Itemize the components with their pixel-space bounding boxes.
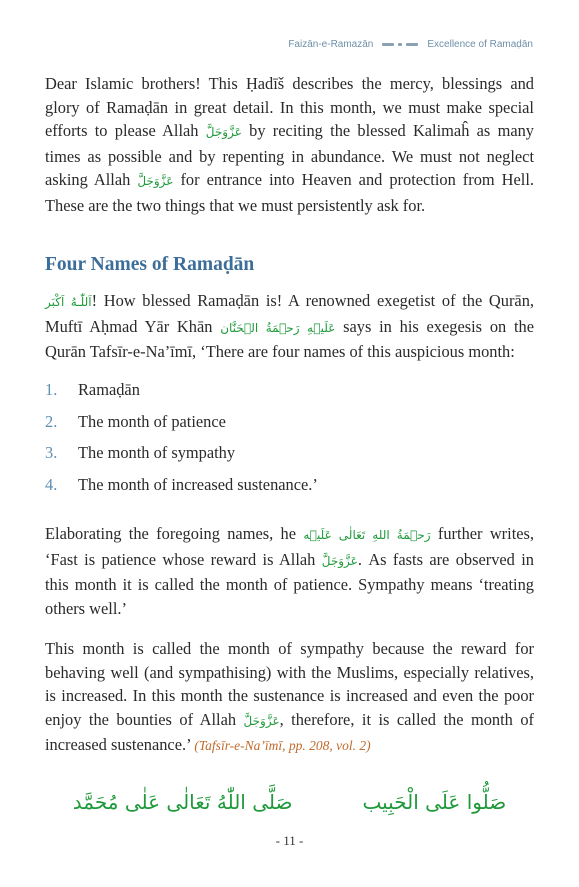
header-book-title: Faizān-e-Ramazān <box>288 39 374 50</box>
arabic-sallallahu: صَلَّى اللّٰهُ تَعَالٰى عَلٰى مُحَمَّد <box>72 790 293 814</box>
intro-paragraph: Dear Islamic brothers! This Ḥadīš describes the mercy, blessings and glory of Ramaḍān in great detail. In this month, we must make special efforts to please Allah عَزَّوَجَلَّ by reciting the blessed Kalimaĥ as many times as possible and by repenting in abundance. We must not neglect asking Allah عَزَّوَجَلَّ for entrance into Heaven and protection from Hell. These are the two things that we must persistently ask for. <box>45 74 535 215</box>
list-item: 1. Ramaḍān <box>45 380 140 399</box>
page-number: - 11 - <box>275 833 304 848</box>
header-chapter-title: Excellence of Ramaḍān <box>427 39 533 50</box>
arabic-honorific: عَزَّوَجَلَّ <box>321 553 358 568</box>
running-header <box>288 39 533 50</box>
arabic-salu-alal-habib: صَلُّوا عَلَى الْحَبِيب <box>362 790 507 814</box>
names-list <box>45 380 525 506</box>
list-item: 4. The month of increased sustenance.’ <box>45 474 318 494</box>
elaboration-paragraph: Elaborating the foregoing names, he رَحۡمَةُ اللهِ تَعَالٰی عَلَيۡه further writes, ‘Fast is patience whose reward is Allah عَزَّوَجَلَّ. As fasts are observed in this month it is called the month of patience. Sympathy means ‘treating others well.’ <box>45 524 534 618</box>
list-item: 2. The month of patience <box>45 411 226 431</box>
arabic-honorific: عَزَّوَجَلَّ <box>137 174 174 189</box>
arabic-honorific: عَزَّوَجَلَّ <box>205 125 242 140</box>
list-item: 3. The month of sympathy <box>45 443 236 462</box>
section-heading: Four Names of Ramaḍān <box>45 254 255 275</box>
arabic-honorific: عَلَيۡهِ رَحۡمَةُ الۡحَنَّان <box>220 320 336 335</box>
salawat-line <box>0 790 579 814</box>
arabic-allahu-akbar: اَللّٰـهُ اَكْبَر <box>45 295 92 309</box>
arabic-honorific: عَزَّوَجَلَّ <box>243 713 280 728</box>
header-separator <box>382 43 418 46</box>
sympathy-paragraph: This month is called the month of sympathy because the reward for behaving well (and sympathising) with the Muslims, especially relatives, is increased. In this month the sustenance is increased and even the poor enjoy the bounties of Allah عَزَّوَجَلَّ, therefore, it is called the month of increased sustenance.’ (Tafsīr-e-Na’īmī, pp. 208, vol. 2) <box>45 639 534 755</box>
reference-citation: (Tafsīr-e-Na’īmī, pp. 208, vol. 2) <box>194 738 371 754</box>
arabic-honorific: رَحۡمَةُ اللهِ تَعَالٰی عَلَيۡه <box>303 528 431 542</box>
names-intro-paragraph: اَللّٰـهُ اَكْبَر! How blessed Ramaḍān is! A renowned exegetist of the Qurān, Muftī Aḥmad Yār Khān عَلَيۡهِ رَحۡمَةُ الۡحَنَّان says in his exegesis on the Qurān Tafsīr-e-Na’īmī, ‘There are four names of this auspicious month: <box>45 291 534 362</box>
